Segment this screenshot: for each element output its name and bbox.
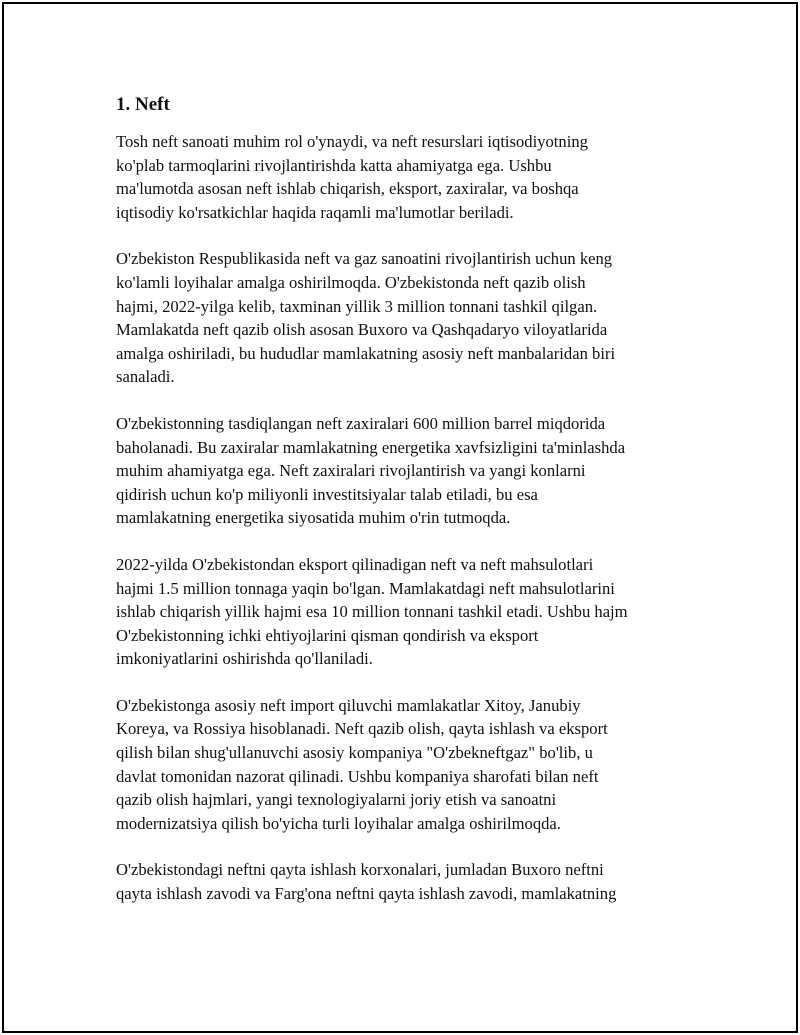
text-line: Tosh neft sanoati muhim rol o'ynaydi, va neft resurslari iqtisodiyotning (116, 132, 588, 151)
paragraph (116, 412, 696, 530)
text-line: modernizatsiya qilish bo'yicha turli loyihalar amalga oshirilmoqda. (116, 813, 561, 833)
paragraph (116, 858, 696, 905)
text-line: qazib olish hajmlari, yangi texnologiyalarni joriy etish va sanoatni (116, 790, 557, 810)
text-line: mamlakatning energetika siyosatida muhim o'rin tutmoqda. (116, 508, 511, 528)
document-body (116, 92, 696, 929)
text-line: davlat tomonidan nazorat qilinadi. Ushbu kompaniya sharofati bilan neft (116, 766, 599, 786)
text-line: O'zbekistonga asosiy neft import qiluvchi mamlakatlar Xitoy, Janubiy (116, 695, 581, 715)
section-heading: 1. Neft (116, 94, 170, 115)
text-line: amalga oshiriladi, bu hududlar mamlakatning asosiy neft manbalaridan biri (116, 343, 616, 363)
text-line: qayta ishlash zavodi va Farg'ona neftni qayta ishlash zavodi, mamlakatning (116, 884, 617, 904)
text-line: O'zbekistondagi neftni qayta ishlash korxonalari, jumladan Buxoro neftni (116, 860, 604, 880)
paragraph (116, 694, 696, 836)
text-line: qilish bilan shug'ullanuvchi asosiy kompaniya "O'zbekneftgaz" bo'lib, u (116, 743, 593, 763)
text-line: sanaladi. (116, 367, 175, 387)
text-line: ko'lamli loyihalar amalga oshirilmoqda. O'zbekistonda neft qazib olish (116, 272, 586, 292)
text-line: Mamlakatda neft qazib olish asosan Buxoro va Qashqadaryo viloyatlarida (116, 320, 608, 340)
text-line: ma'lumotda asosan neft ishlab chiqarish, eksport, zaxiralar, va boshqa (116, 179, 579, 199)
text-line: iqtisodiy ko'rsatkichlar haqida raqamli ma'lumotlar beriladi. (116, 202, 514, 222)
text-line: qidirish uchun ko'p miliyonli investitsiyalar talab etiladi, bu esa (116, 484, 538, 504)
text-line: 2022-yilda O'zbekistondan eksport qilinadigan neft va neft mahsulotlari (116, 554, 594, 574)
text-line: O'zbekistonning tasdiqlangan neft zaxiralari 600 million barrel miqdorida (116, 413, 606, 433)
text-line: O'zbekiston Respublikasida neft va gaz sanoatini rivojlantirish uchun keng (116, 249, 613, 269)
text-line: O'zbekistonning ichki ehtiyojlarini qisman qondirish va eksport (116, 625, 539, 645)
text-line: hajmi 1.5 million tonnaga yaqin bo'lgan. Mamlakatdagi neft mahsulotlarini (116, 578, 615, 598)
text-line: ko'plab tarmoqlarini rivojlantirishda katta ahamiyatga ega. Ushbu (116, 155, 552, 175)
paragraph-list (116, 130, 696, 906)
paragraph (116, 247, 696, 389)
text-line: imkoniyatlarini oshirishda qo'llaniladi. (116, 649, 373, 669)
text-line: hajmi, 2022-yilga kelib, taxminan yillik 3 million tonnani tashkil qilgan. (116, 296, 598, 316)
text-line: baholanadi. Bu zaxiralar mamlakatning energetika xavfsizligini ta'minlashda (116, 437, 626, 457)
text-line: muhim ahamiyatga ega. Neft zaxiralari rivojlantirish va yangi konlarni (116, 461, 586, 481)
text-line: ishlab chiqarish yillik hajmi esa 10 million tonnani tashkil etadi. Ushbu hajm (116, 602, 628, 622)
paragraph (116, 130, 696, 224)
paragraph (116, 553, 696, 671)
text-line: Koreya, va Rossiya hisoblanadi. Neft qazib olish, qayta ishlash va eksport (116, 719, 608, 739)
